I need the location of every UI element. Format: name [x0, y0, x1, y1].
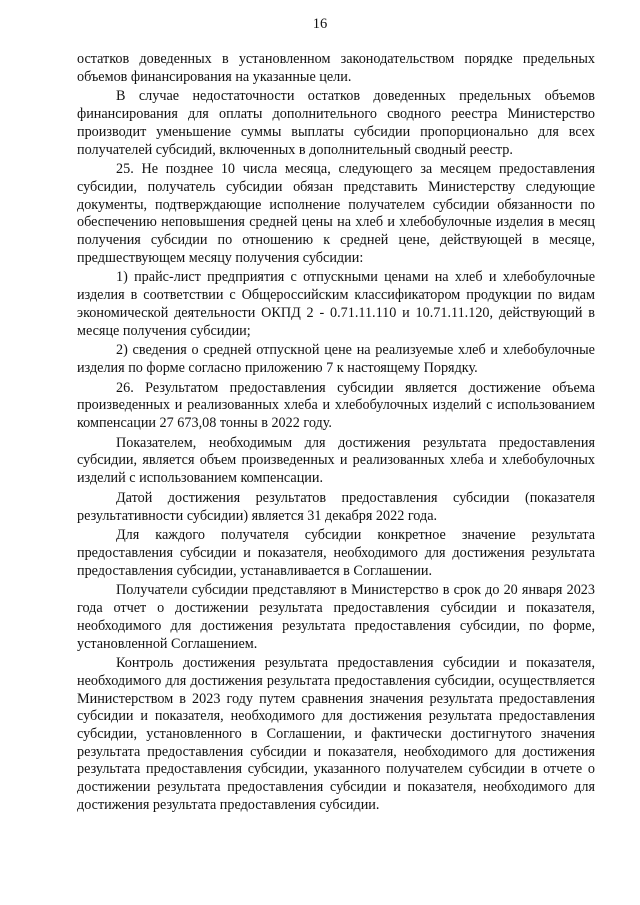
page-number: 16: [312, 16, 328, 32]
paragraph-report-deadline: Получатели субсидии представляют в Министерство в срок до 20 января 2023 года отчет о достижении результата предоставления субсидии и показателя, необходимого для достижения результата предоставления субсидии, по форме, установленной Соглашением.: [77, 582, 595, 652]
list-item-price-list: 1) прайс-лист предприятия с отпускными ценами на хлеб и хлебобулочные изделия в соответствии с Общероссийским классификатором продукции по видам экономической деятельности ОКПД 2 - 0.71.11.110 и 10.71.11.120, действующий в месяце получения субсидии;: [77, 269, 595, 339]
document-body: [77, 51, 595, 817]
list-item-average-price: 2) сведения о средней отпускной цене на реализуемые хлеб и хлебобулочные изделия по форме согласно приложению 7 к настоящему Порядку.: [77, 342, 595, 376]
paragraph-agreement-values: Для каждого получателя субсидии конкретное значение результата предоставления субсидии и показателя, необходимого для достижения результата предоставления субсидии, устанавливается в Соглашении.: [77, 527, 595, 579]
paragraph-control: Контроль достижения результата предоставления субсидии и показателя, необходимого для достижения результата предоставления субсидии, осуществляется Министерством в 2023 году путем сравнения значения результата предоставления субсидии и показателя, необходимого для достижения результата предоставления субсидии, установленного в Соглашении, и фактически достигнутого значения результата предоставления субсидии и показателя, необходимого для достижения результата предоставления субсидии, указанного получателем субсидии в отчете о достижении результата предоставления субсидии и показателя, необходимого для достижения результата предоставления субсидии.: [77, 655, 595, 813]
paragraph-item-26: 26. Результатом предоставления субсидии является достижение объема произведенных и реализованных хлеба и хлебобулочных изделий с использованием компенсации 27 673,08 тонны в 2022 году.: [77, 379, 595, 432]
paragraph-item-25: 25. Не позднее 10 числа месяца, следующего за месяцем предоставления субсидии, получатель субсидии обязан представить Министерству следующие документы, подтверждающие исполнение получателем субсидии обязанности по обеспечению неповышения средней цены на хлеб и хлебобулочные изделия в месяц получения субсидии по отношению к средней цене, действующей в месяце, предшествующем месяцу получения субсидии:: [77, 161, 595, 266]
paragraph-achievement-date: Датой достижения результатов предоставления субсидии (показателя результативности субсидии) является 31 декабря 2022 года.: [77, 489, 595, 524]
paragraph-indicator: Показателем, необходимым для достижения результата предоставления субсидии, является объем произведенных и реализованных хлеба и хлебобулочных изделий с использованием компенсации.: [77, 434, 595, 487]
paragraph-continuation: остатков доведенных в установленном законодательством порядке предельных объемов финансирования на указанные цели.: [77, 51, 595, 85]
paragraph-insufficient-funds: В случае недостаточности остатков доведенных предельных объемов финансирования для оплаты дополнительного сводного реестра Министерство производит уменьшение суммы выплаты субсидии пропорционально для всех получателей субсидий, включенных в дополнительный сводный реестр.: [77, 88, 595, 158]
